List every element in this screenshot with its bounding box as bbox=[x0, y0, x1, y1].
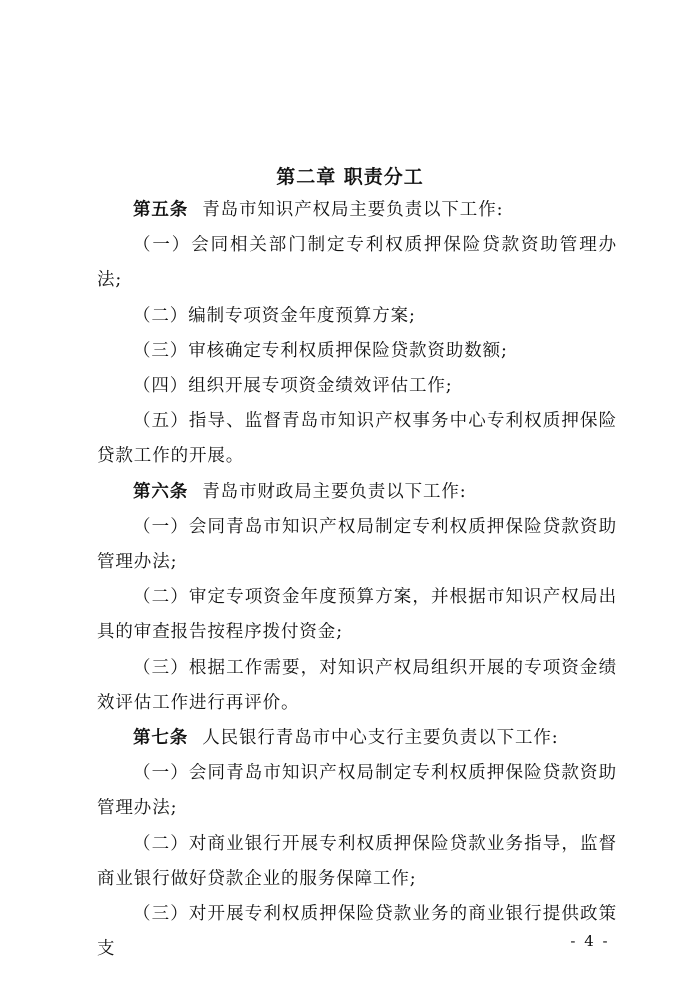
article-7-item-2: （二）对商业银行开展专利权质押保险贷款业务指导，监督商业银行做好贷款企业的服务保障工作; bbox=[97, 833, 617, 889]
article-6-item-1: （一）会同青岛市知识产权局制定专利权质押保险贷款资助管理办法; bbox=[97, 516, 617, 573]
article-6-item-2: （二）审定专项资金年度预算方案，并根据市知识产权局出具的审查报告按程序拨付资金; bbox=[97, 587, 617, 643]
chapter-title: 第二章 职责分工 bbox=[276, 166, 424, 188]
article-5-item-4: （四）组织开展专项资金绩效评估工作; bbox=[133, 376, 453, 397]
article-5-item-2: （二）编制专项资金年度预算方案; bbox=[133, 305, 416, 326]
article-5-item-5: （五）指导、监督青岛市知识产权事务中心专利权质押保险贷款工作的开展。 bbox=[97, 411, 617, 467]
article-7-item-1: （一）会同青岛市知识产权局制定专利权质押保险贷款资助管理办法; bbox=[97, 763, 617, 819]
article-7-heading: 第七条 bbox=[133, 728, 189, 749]
article-5-heading: 第五条 bbox=[133, 200, 189, 220]
article-6-intro bbox=[97, 475, 617, 510]
document-body bbox=[97, 193, 617, 967]
article-7-intro bbox=[97, 721, 617, 756]
article-6-intro-text: 青岛市财政局主要负责以下工作: bbox=[202, 481, 467, 502]
page-number: - 4 - bbox=[570, 932, 610, 950]
article-7-item-3: （三）对开展专利权质押保险贷款业务的商业银行提供政策支 bbox=[97, 904, 617, 960]
article-6-heading: 第六条 bbox=[133, 481, 189, 502]
article-7-intro-text: 人民银行青岛市中心支行主要负责以下工作: bbox=[202, 728, 559, 749]
article-5-item-1: （一）会同相关部门制定专利权质押保险贷款资助管理办法; bbox=[97, 235, 617, 291]
article-5-intro-text: 青岛市知识产权局主要负责以下工作: bbox=[202, 200, 504, 220]
article-5-item-3: （三）审核确定专利权质押保险贷款资助数额; bbox=[133, 340, 508, 361]
article-6-item-3: （三）根据工作需要，对知识产权局组织开展的专项资金绩效评估工作进行再评价。 bbox=[97, 657, 617, 713]
article-5-intro bbox=[97, 193, 617, 228]
